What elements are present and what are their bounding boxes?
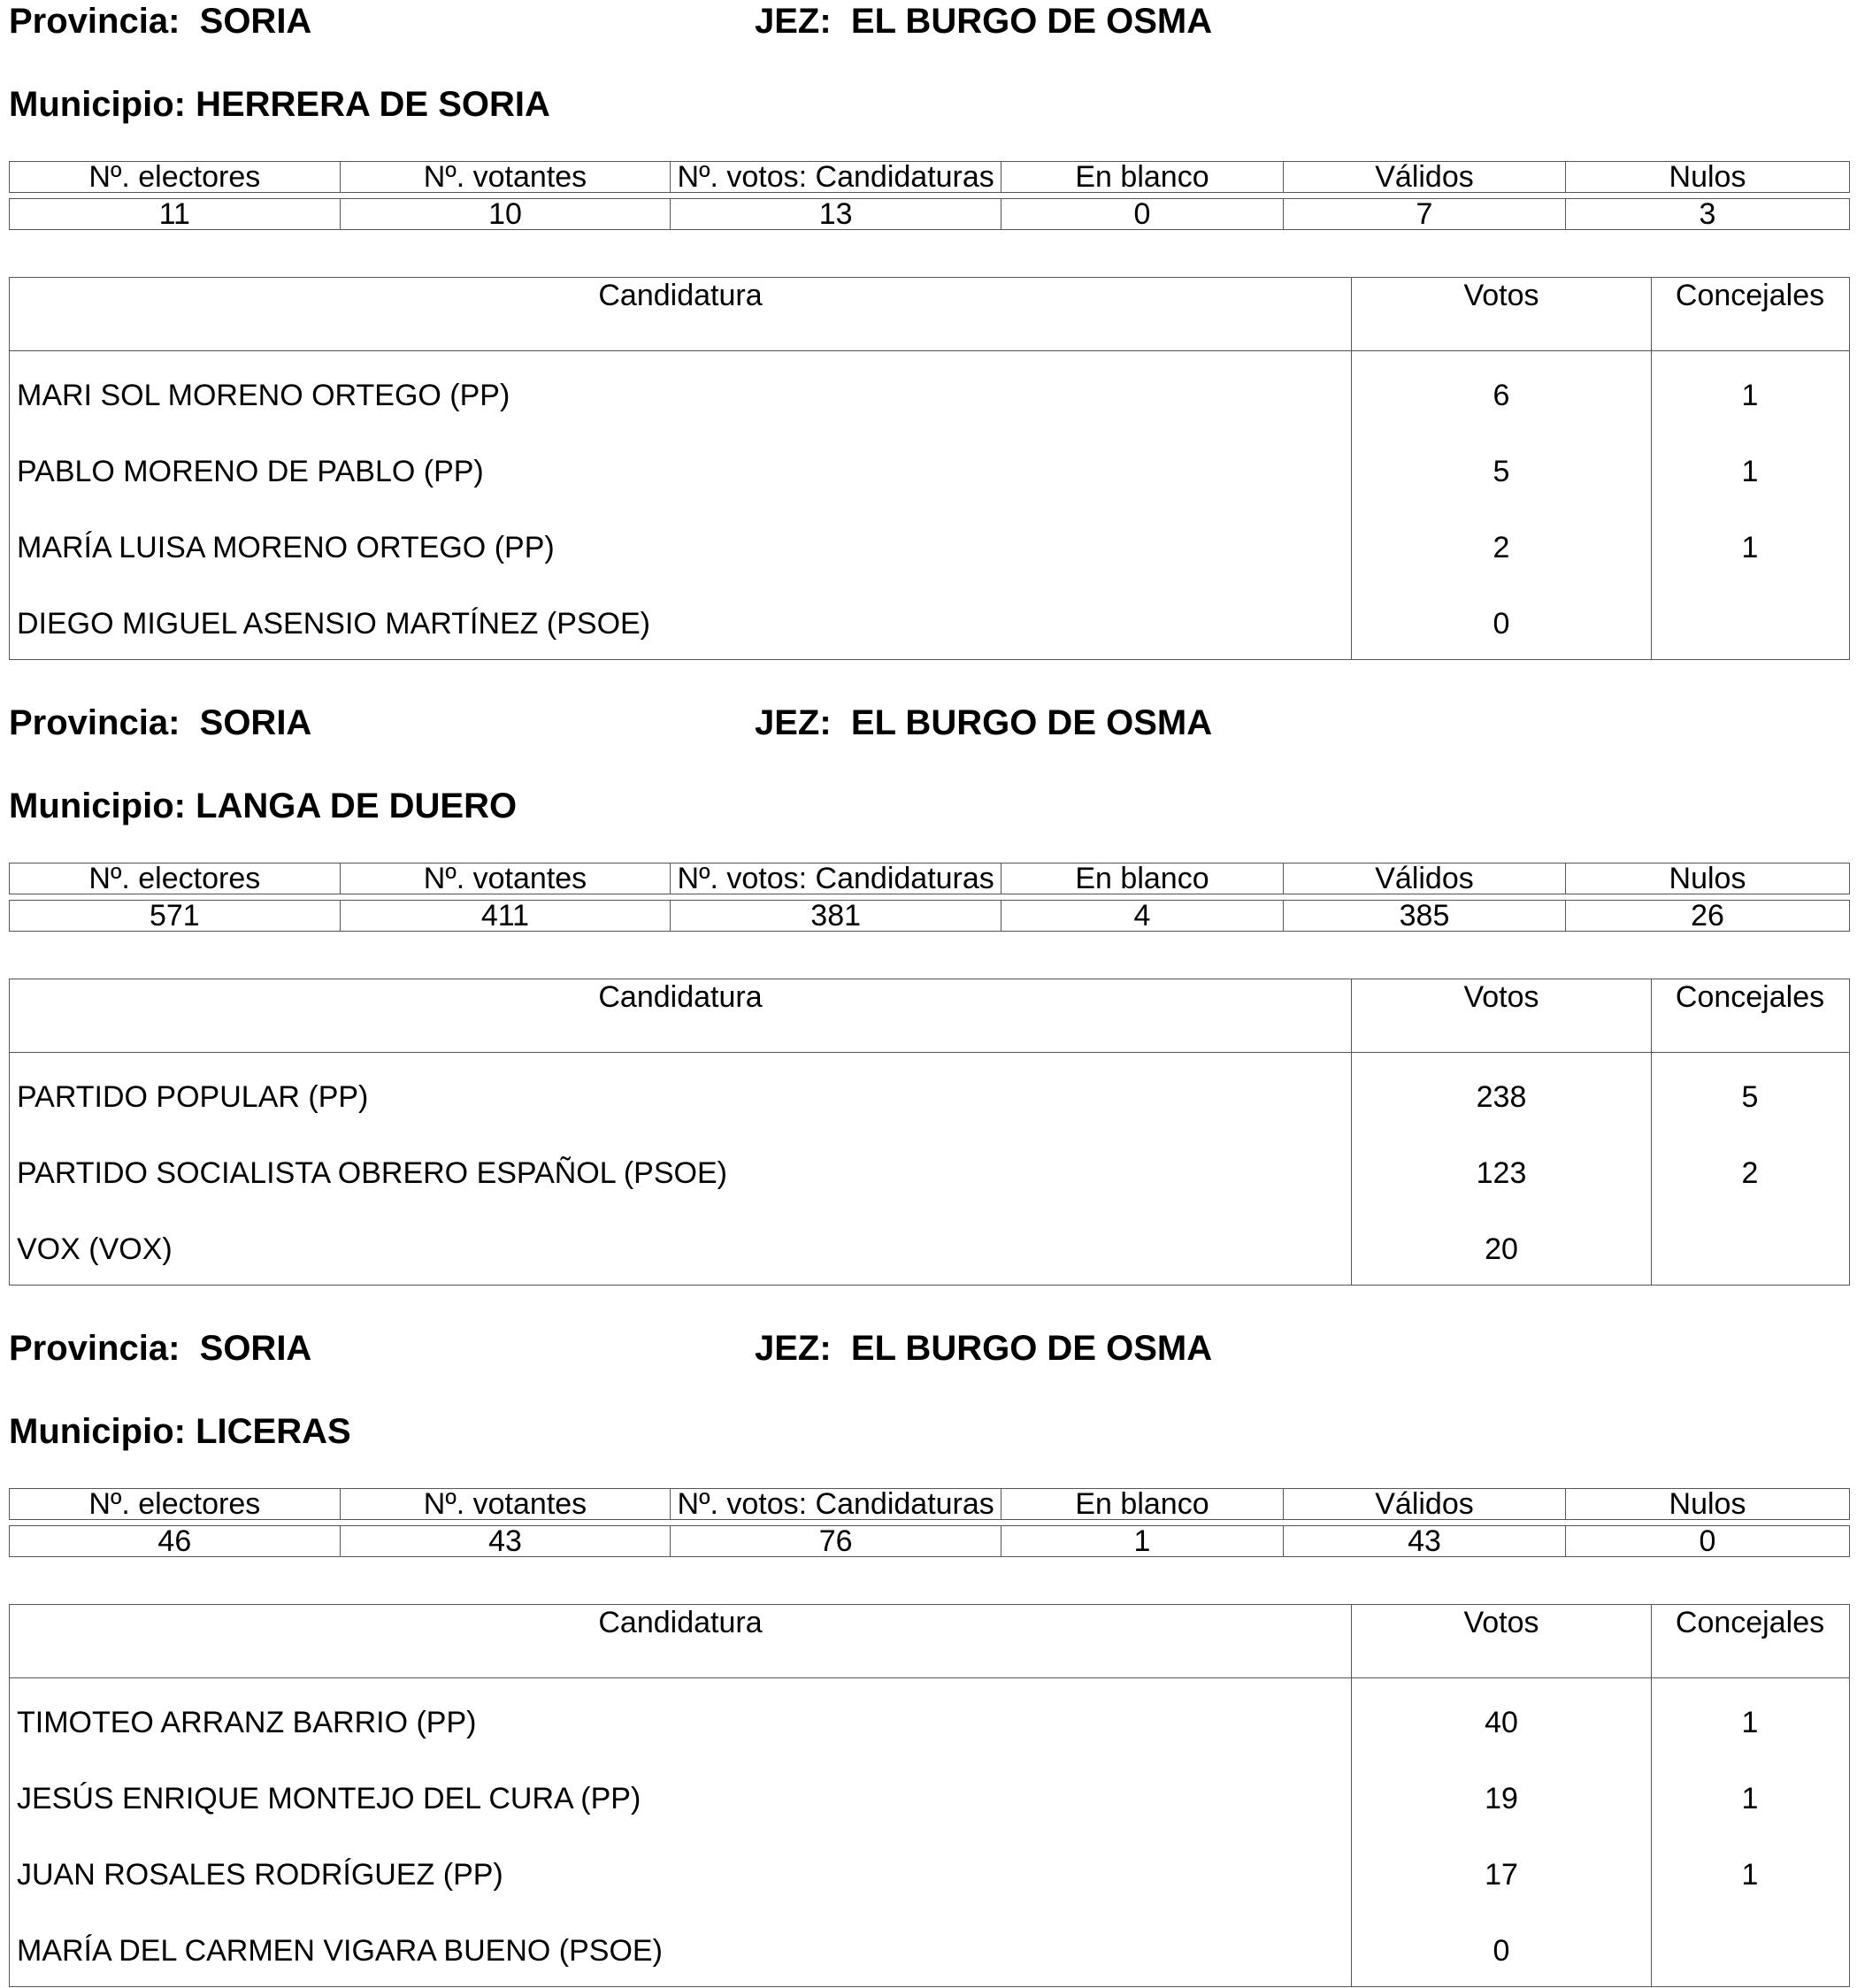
- candidate-votos: 17: [1485, 1858, 1518, 1892]
- header-votantes: Nº. votantes: [340, 1489, 671, 1520]
- header-nulos: Nulos: [1566, 864, 1850, 894]
- candidate-name: PARTIDO SOCIALISTA OBRERO ESPAÑOL (PSOE): [17, 1156, 727, 1190]
- header-votos-candidaturas: Nº. votos: Candidaturas: [671, 162, 1001, 193]
- header-votos: Votos: [1352, 1605, 1652, 1677]
- value-validos: 7: [1284, 199, 1566, 230]
- provincia-heading: Provincia: SORIA: [9, 2, 312, 41]
- candidate-name: MARÍA DEL CARMEN VIGARA BUENO (PSOE): [17, 1934, 663, 1968]
- header-votantes: Nº. votantes: [340, 162, 671, 193]
- candidate-concejales: 2: [1741, 1156, 1759, 1190]
- header-nulos: Nulos: [1566, 1489, 1850, 1520]
- candidate-concejales: 1: [1741, 1782, 1759, 1815]
- header-concejales: Concejales: [1675, 1606, 1825, 1639]
- candidate-concejales: [1652, 1228, 1848, 1285]
- candidates-header-row: [10, 1605, 1849, 1678]
- header-en-blanco: En blanco: [1001, 162, 1284, 193]
- header-electores: Nº. electores: [10, 1489, 341, 1520]
- municipio-heading: Municipio: LICERAS: [9, 1412, 351, 1451]
- candidate-votos: 2: [1493, 531, 1510, 564]
- summary-value-row: [10, 901, 1850, 932]
- summary-header-row: [10, 864, 1850, 894]
- header-votantes: Nº. votantes: [340, 864, 671, 894]
- candidate-name: JUAN ROSALES RODRÍGUEZ (PP): [17, 1858, 503, 1892]
- value-electores: 571: [10, 901, 341, 932]
- candidate-concejales: 1: [1741, 1706, 1759, 1739]
- header-votos-candidaturas: Nº. votos: Candidaturas: [671, 864, 1001, 894]
- jez-heading: JEZ: EL BURGO DE OSMA: [755, 2, 1213, 41]
- candidate-concejales: [1652, 1930, 1848, 1986]
- value-en-blanco: 0: [1001, 199, 1284, 230]
- header-validos: Válidos: [1284, 162, 1566, 193]
- summary-table: [9, 161, 1850, 230]
- header-nulos: Nulos: [1566, 162, 1850, 193]
- header-votos: Votos: [1352, 979, 1652, 1052]
- candidates-table: [9, 277, 1850, 660]
- provincia-heading: Provincia: SORIA: [9, 703, 312, 742]
- candidate-name: DIEGO MIGUEL ASENSIO MARTÍNEZ (PSOE): [17, 607, 651, 641]
- value-electores: 46: [10, 1526, 341, 1557]
- municipio-heading: Municipio: HERRERA DE SORIA: [9, 85, 550, 124]
- header-candidatura: Candidatura: [10, 278, 1352, 350]
- value-nulos: 0: [1566, 1526, 1850, 1557]
- candidate-name: JESÚS ENRIQUE MONTEJO DEL CURA (PP): [17, 1782, 641, 1815]
- value-votos-candidaturas: 76: [671, 1526, 1001, 1557]
- value-en-blanco: 1: [1001, 1526, 1284, 1557]
- summary-value-row: [10, 199, 1850, 230]
- header-en-blanco: En blanco: [1001, 1489, 1284, 1520]
- candidate-concejales: 1: [1741, 455, 1759, 488]
- value-electores: 11: [10, 199, 341, 230]
- municipio-heading: Municipio: LANGA DE DUERO: [9, 787, 518, 825]
- candidate-name: PARTIDO POPULAR (PP): [17, 1080, 369, 1114]
- candidate-votos: 40: [1485, 1706, 1518, 1739]
- summary-value-row: [10, 1526, 1850, 1557]
- value-votantes: 411: [340, 901, 671, 932]
- candidate-votos: 20: [1485, 1232, 1518, 1266]
- header-en-blanco: En blanco: [1001, 864, 1284, 894]
- value-nulos: 3: [1566, 199, 1850, 230]
- header-candidatura: Candidatura: [10, 979, 1352, 1052]
- summary-header-row: [10, 1489, 1850, 1520]
- value-validos: 43: [1284, 1526, 1566, 1557]
- jez-heading: JEZ: EL BURGO DE OSMA: [755, 1329, 1213, 1368]
- value-en-blanco: 4: [1001, 901, 1284, 932]
- candidate-name: PABLO MORENO DE PABLO (PP): [17, 455, 484, 488]
- candidate-name: TIMOTEO ARRANZ BARRIO (PP): [17, 1706, 477, 1739]
- value-votos-candidaturas: 13: [671, 199, 1001, 230]
- header-concejales: Concejales: [1675, 980, 1825, 1014]
- candidate-concejales: 1: [1741, 1858, 1759, 1892]
- provincia-heading: Provincia: SORIA: [9, 1329, 312, 1368]
- jez-heading: JEZ: EL BURGO DE OSMA: [755, 703, 1213, 742]
- candidate-name: MARÍA LUISA MORENO ORTEGO (PP): [17, 531, 555, 564]
- candidate-votos: 0: [1493, 607, 1510, 641]
- candidate-concejales: 5: [1741, 1080, 1759, 1114]
- candidate-name: MARI SOL MORENO ORTEGO (PP): [17, 379, 510, 412]
- header-electores: Nº. electores: [10, 162, 341, 193]
- value-votantes: 43: [340, 1526, 671, 1557]
- summary-table: [9, 863, 1850, 932]
- value-votantes: 10: [340, 199, 671, 230]
- candidate-votos: 238: [1476, 1080, 1527, 1114]
- summary-table: [9, 1488, 1850, 1557]
- header-votos: Votos: [1352, 278, 1652, 350]
- value-votos-candidaturas: 381: [671, 901, 1001, 932]
- candidate-name: VOX (VOX): [17, 1232, 173, 1266]
- candidate-votos: 6: [1493, 379, 1510, 412]
- candidate-concejales: 1: [1741, 531, 1759, 564]
- candidate-concejales: 1: [1741, 379, 1759, 412]
- candidate-votos: 123: [1476, 1156, 1527, 1190]
- value-nulos: 26: [1566, 901, 1850, 932]
- candidates-table: [9, 979, 1850, 1286]
- header-candidatura: Candidatura: [10, 1605, 1352, 1677]
- header-validos: Válidos: [1284, 1489, 1566, 1520]
- candidates-header-row: [10, 979, 1849, 1053]
- candidate-votos: 5: [1493, 455, 1510, 488]
- header-votos-candidaturas: Nº. votos: Candidaturas: [671, 1489, 1001, 1520]
- candidate-votos: 19: [1485, 1782, 1518, 1815]
- value-validos: 385: [1284, 901, 1566, 932]
- header-validos: Válidos: [1284, 864, 1566, 894]
- header-concejales: Concejales: [1675, 279, 1825, 312]
- header-electores: Nº. electores: [10, 864, 341, 894]
- summary-header-row: [10, 162, 1850, 193]
- candidates-header-row: [10, 278, 1849, 351]
- candidate-concejales: [1652, 603, 1848, 659]
- candidates-table: [9, 1604, 1850, 1987]
- candidate-votos: 0: [1493, 1934, 1510, 1968]
